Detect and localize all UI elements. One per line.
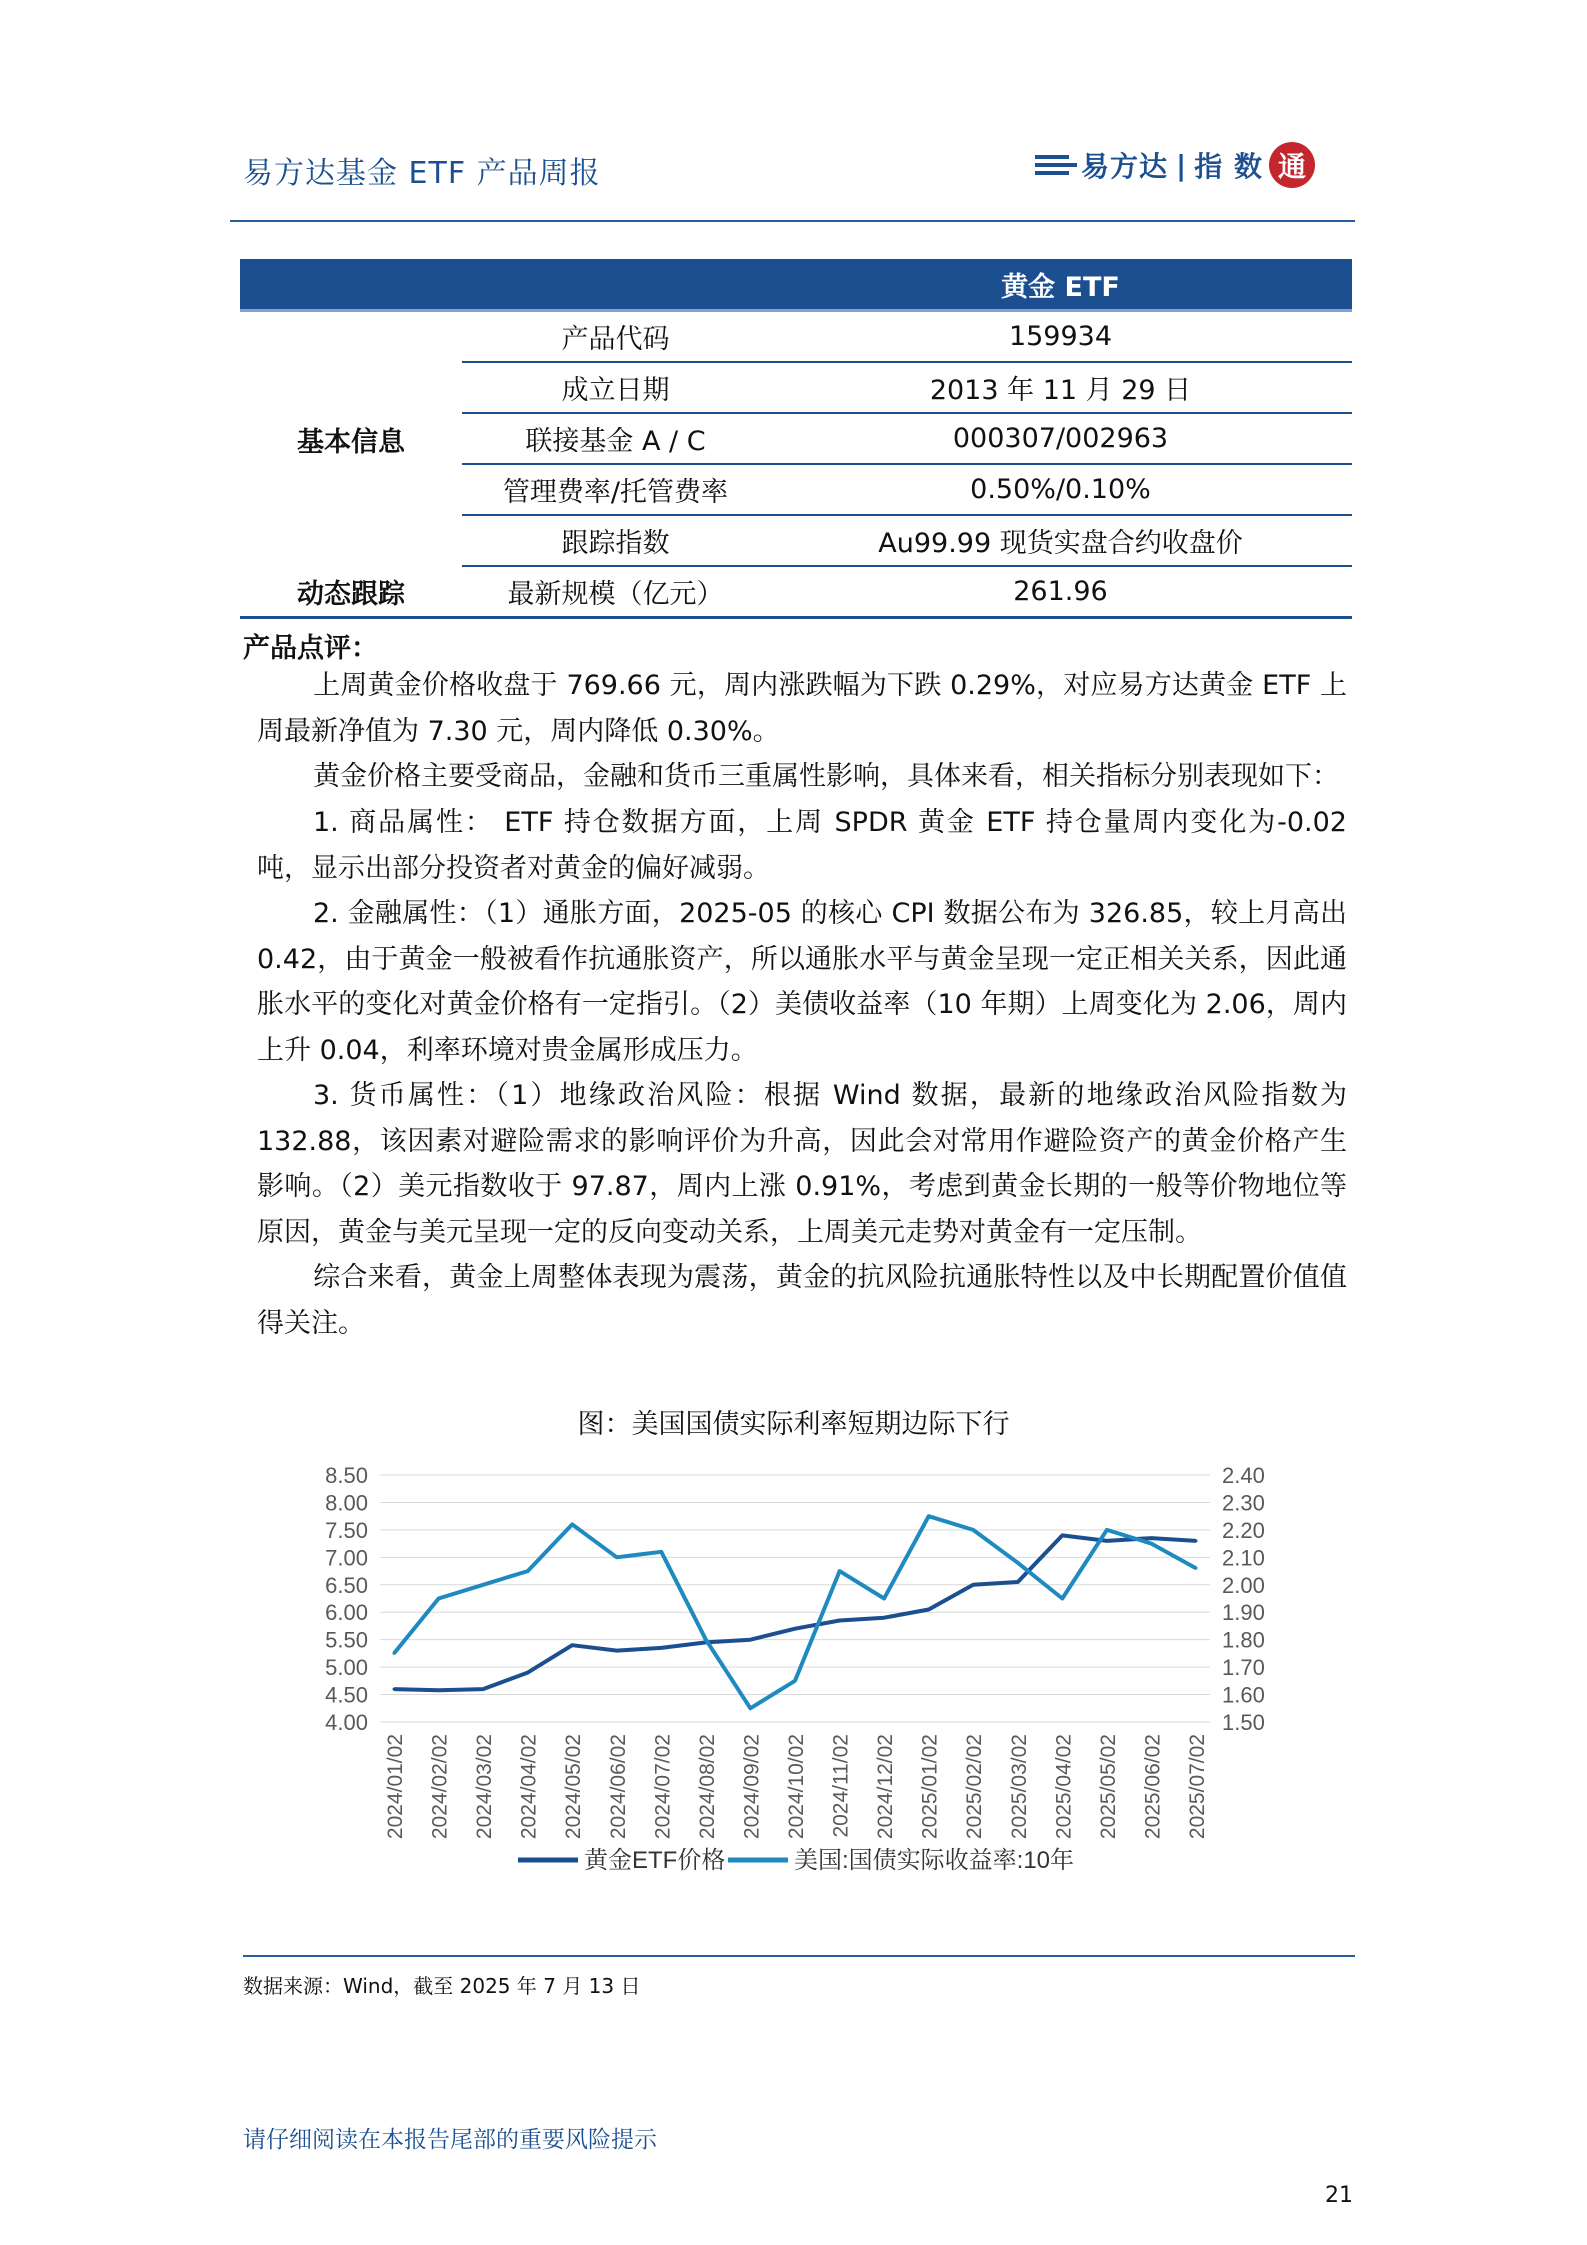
data-point — [526, 1570, 529, 1573]
y-left-tick-label: 4.50 — [325, 1682, 368, 1708]
report-title: 易方达基金 ETF 产品周报 — [243, 156, 601, 191]
data-point — [1061, 1534, 1064, 1537]
x-tick-label: 2025/07/02 — [1186, 1734, 1209, 1840]
paragraph: 黄金价格主要受商品，金融和货币三重属性影响，具体来看，相关指标分别表现如下： — [313, 761, 1339, 792]
legend-label: 黄金ETF价格 — [584, 1847, 726, 1874]
paragraph: 上周黄金价格收盘于 769.66 元，周内涨跌幅为下跌 0.29%，对应易方达黄金 ETF 上周最新净值为 7.30 元，周内降低 0.30%。 — [257, 670, 1347, 747]
logo-sub: 指 数 — [1194, 150, 1263, 183]
data-point — [482, 1583, 485, 1586]
data-point — [437, 1597, 440, 1600]
data-point — [1150, 1537, 1153, 1540]
data-point — [1016, 1561, 1019, 1564]
y-right-tick-label: 2.30 — [1222, 1490, 1265, 1516]
data-point — [749, 1707, 752, 1710]
row-value: 261.96 — [769, 566, 1352, 618]
x-tick-label: 2024/12/02 — [874, 1734, 898, 1840]
data-point — [615, 1556, 618, 1559]
logo-brand: 易方达 — [1081, 150, 1169, 183]
row-label: 管理费率/托管费率 — [462, 464, 769, 515]
row-value: 0.50%/0.10% — [769, 464, 1352, 515]
data-source: 数据来源：Wind，截至 2025 年 7 月 13 日 — [243, 1974, 641, 1998]
x-tick-label: 2024/07/02 — [651, 1734, 675, 1840]
x-tick-label: 2024/11/02 — [829, 1734, 853, 1838]
x-tick-label: 2025/02/02 — [963, 1734, 987, 1840]
data-point — [1105, 1528, 1108, 1531]
header-divider — [230, 220, 1355, 222]
data-point — [972, 1583, 975, 1586]
product-name: 黄金 ETF — [769, 259, 1352, 311]
risk-notice: 请仔细阅读在本报告尾部的重要风险提示 — [243, 2127, 657, 2153]
page-number: 21 — [1325, 2183, 1353, 2208]
source-divider — [243, 1955, 1355, 1957]
row-value: 000307/002963 — [769, 413, 1352, 464]
y-right-tick-label: 1.70 — [1222, 1655, 1265, 1681]
x-tick-label: 2025/05/02 — [1096, 1734, 1120, 1840]
y-left-tick-label: 8.00 — [325, 1490, 368, 1516]
data-point — [1150, 1542, 1153, 1545]
data-point — [838, 1619, 841, 1622]
y-right-tick-label: 2.00 — [1222, 1572, 1265, 1598]
x-tick-label: 2025/01/02 — [918, 1734, 942, 1840]
y-right-tick-label: 1.90 — [1222, 1600, 1265, 1626]
x-tick-label: 2024/10/02 — [785, 1734, 808, 1840]
row-value: 159934 — [769, 311, 1352, 363]
y-left-tick-label: 7.50 — [325, 1517, 368, 1543]
data-point — [1061, 1597, 1064, 1600]
data-point — [437, 1689, 440, 1692]
category-dynamic: 动态跟踪 — [240, 566, 462, 618]
legend-label: 美国:国债实际收益率:10年 — [794, 1847, 1075, 1874]
data-point — [1105, 1539, 1108, 1542]
y-right-tick-label: 1.60 — [1222, 1682, 1265, 1708]
data-point — [1195, 1567, 1198, 1570]
x-tick-label: 2024/04/02 — [517, 1734, 541, 1840]
y-right-tick-label: 1.50 — [1222, 1710, 1265, 1735]
x-tick-label: 2024/08/02 — [695, 1734, 719, 1840]
x-tick-label: 2024/03/02 — [473, 1734, 497, 1840]
data-point — [660, 1550, 663, 1553]
y-left-tick-label: 8.50 — [325, 1463, 368, 1488]
y-right-tick-label: 2.20 — [1222, 1517, 1265, 1543]
data-point — [1016, 1581, 1019, 1584]
y-left-tick-label: 4.00 — [325, 1710, 368, 1735]
y-right-tick-label: 2.40 — [1222, 1463, 1265, 1488]
data-point — [393, 1652, 396, 1655]
row-value: 2013 年 11 月 29 日 — [769, 362, 1352, 413]
data-point — [393, 1688, 396, 1691]
logo-e-icon — [1035, 153, 1077, 177]
product-info-table — [240, 259, 1352, 619]
paragraph: 综合来看，黄金上周整体表现为震荡，黄金的抗风险抗通胀特性以及中长期配置价值值得关注。 — [257, 1262, 1347, 1339]
company-logo — [1035, 138, 1315, 192]
review-title: 产品点评： — [243, 633, 378, 664]
table-row — [240, 566, 1352, 618]
y-left-tick-label: 5.00 — [325, 1655, 368, 1681]
data-point — [749, 1638, 752, 1641]
y-left-tick-label: 7.00 — [325, 1545, 368, 1571]
logo-separator: | — [1176, 148, 1187, 182]
row-label: 最新规模（亿元） — [462, 566, 769, 618]
data-point — [571, 1523, 574, 1526]
paragraph: 2. 金融属性：（1）通胀方面，2025-05 的核心 CPI 数据公布为 326.85，较上月高出 0.42，由于黄金一般被看作抗通胀资产，所以通胀水平与黄金呈现一定正相关关系，因此通胀水平的变化对黄金价格有一定指引。（2）美债收益率（10 年期）上周变化为 2.06，周内上升 0.04，利率环境对贵金属形成压力。 — [257, 898, 1347, 1066]
x-tick-label: 2024/09/02 — [740, 1734, 764, 1840]
data-point — [482, 1688, 485, 1691]
data-point — [972, 1528, 975, 1531]
data-point — [704, 1638, 707, 1641]
data-point — [838, 1570, 841, 1573]
data-point — [571, 1644, 574, 1647]
data-point — [794, 1679, 797, 1682]
table-row — [240, 311, 1352, 363]
x-tick-label: 2024/06/02 — [606, 1734, 630, 1840]
data-point — [660, 1646, 663, 1649]
data-point — [615, 1649, 618, 1652]
y-right-tick-label: 2.10 — [1222, 1545, 1265, 1571]
row-label: 跟踪指数 — [462, 515, 769, 566]
data-point — [1195, 1539, 1198, 1542]
paragraph: 3. 货币属性：（1）地缘政治风险：根据 Wind 数据，最新的地缘政治风险指数为 132.88，该因素对避险需求的影响评价为升高，因此会对常用作避险资产的黄金价格产生影响。（2）美元指数收于 97.87，周内上涨 0.91%，考虑到黄金长期的一般等价物地位等原因，黄金与美元呈现一定的反向变动关系，上周美元走势对黄金有一定压制。 — [257, 1080, 1347, 1248]
data-point — [794, 1627, 797, 1630]
line-chart — [250, 1450, 1350, 1890]
x-tick-label: 2025/06/02 — [1141, 1734, 1165, 1840]
y-left-tick-label: 6.50 — [325, 1572, 368, 1598]
logo-badge: 通 — [1269, 142, 1315, 188]
row-label: 成立日期 — [462, 362, 769, 413]
y-left-tick-label: 5.50 — [325, 1627, 368, 1653]
chart-container — [250, 1450, 1350, 1890]
data-point — [526, 1671, 529, 1674]
y-right-tick-label: 1.80 — [1222, 1627, 1265, 1653]
x-tick-label: 2025/03/02 — [1007, 1734, 1031, 1840]
data-point — [927, 1515, 930, 1518]
data-point — [883, 1597, 886, 1600]
data-point — [927, 1608, 930, 1611]
row-label: 联接基金 A / C — [462, 413, 769, 464]
x-tick-label: 2024/05/02 — [562, 1734, 586, 1840]
x-tick-label: 2025/04/02 — [1052, 1734, 1076, 1840]
x-tick-label: 2024/01/02 — [384, 1734, 407, 1840]
x-tick-label: 2024/02/02 — [428, 1734, 452, 1840]
table-header-row — [240, 259, 1352, 311]
row-value: Au99.99 现货实盘合约收盘价 — [769, 515, 1352, 566]
y-left-tick-label: 6.00 — [325, 1600, 368, 1626]
paragraph: 1. 商品属性： ETF 持仓数据方面，上周 SPDR 黄金 ETF 持仓量周内变化为-0.02 吨，显示出部分投资者对黄金的偏好减弱。 — [257, 807, 1347, 884]
row-label: 产品代码 — [462, 311, 769, 363]
chart-title: 图：美国国债实际利率短期边际下行 — [577, 1409, 1010, 1440]
data-point — [883, 1616, 886, 1619]
category-basic: 基本信息 — [297, 426, 405, 458]
